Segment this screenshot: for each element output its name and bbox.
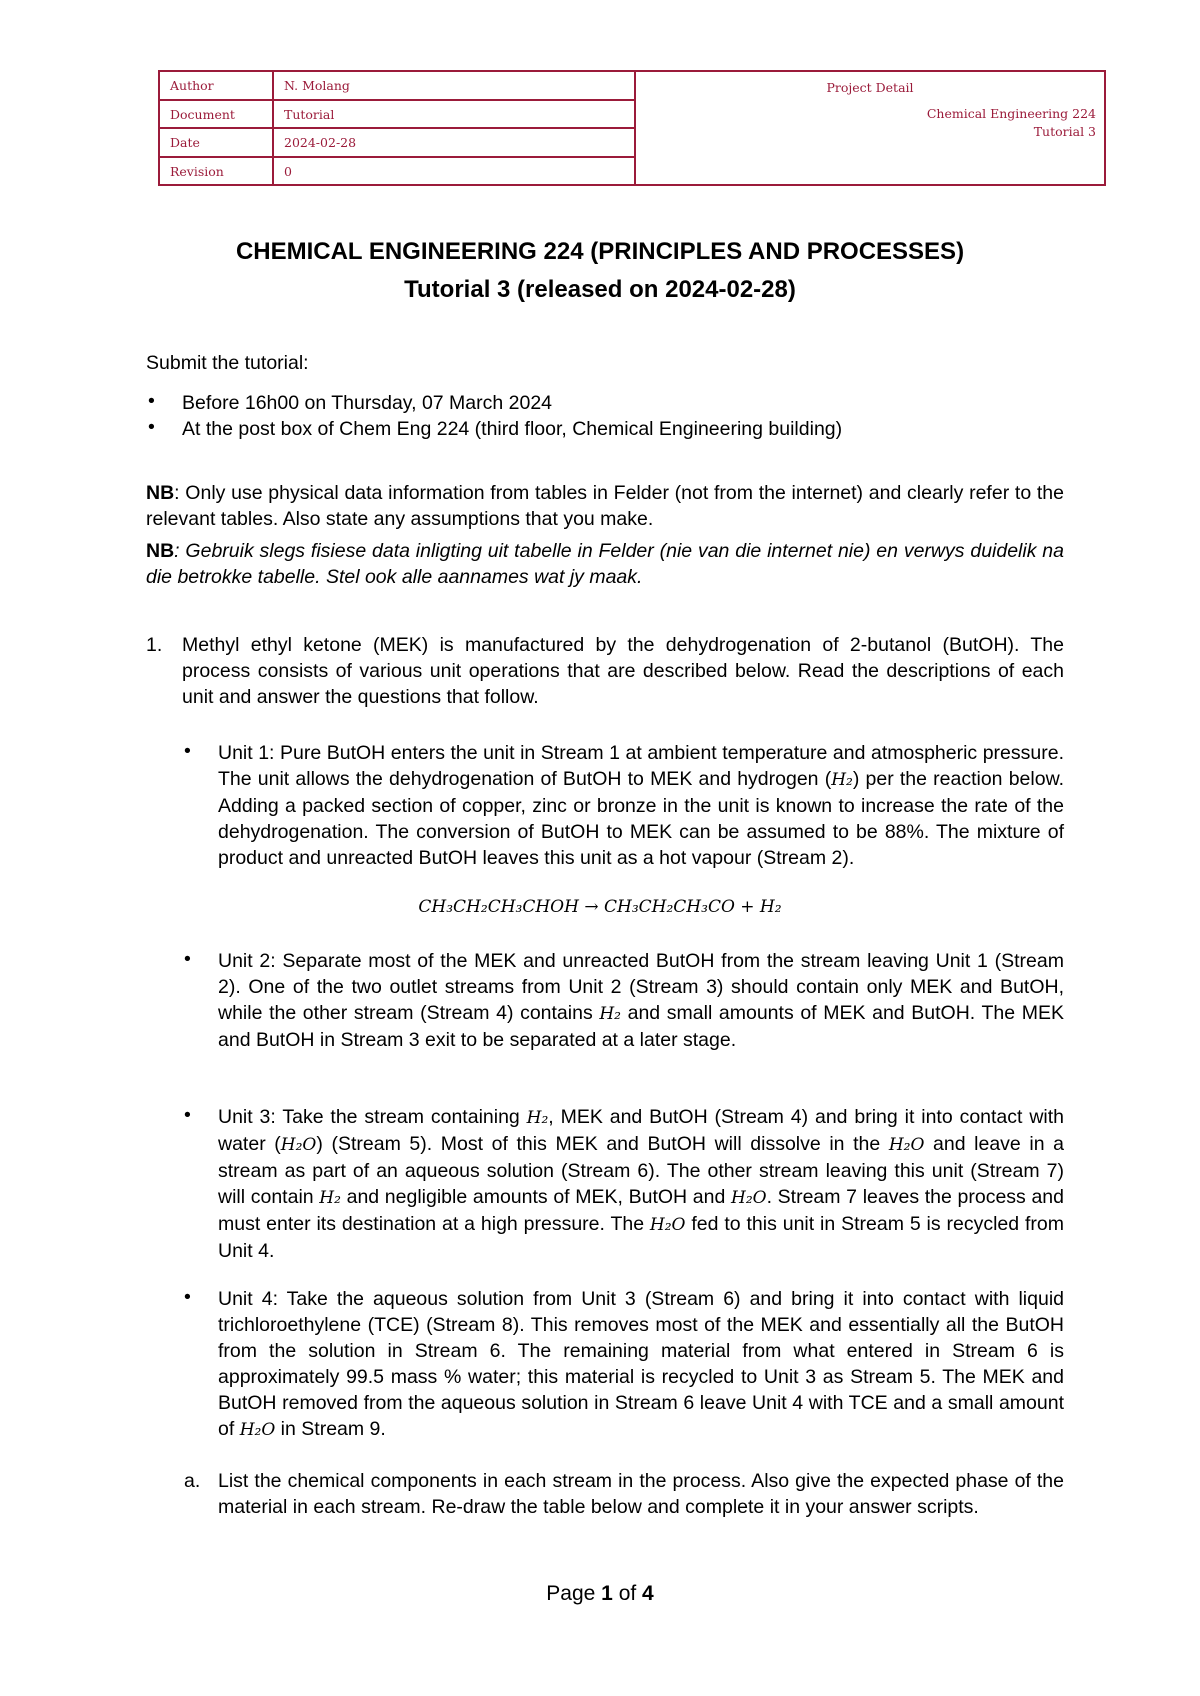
formula-h2: H₂: [599, 1004, 621, 1024]
bullet-icon: •: [184, 1104, 191, 1126]
nb-note-afrikaans: [146, 538, 1064, 590]
project-detail-title: Project Detail: [826, 80, 914, 95]
header-row-revision: [160, 158, 634, 185]
header-label: Revision: [160, 158, 274, 185]
submit-heading: Submit the tutorial:: [146, 352, 309, 374]
submit-item: At the post box of Chem Eng 224 (third floor, Chemical Engineering building): [182, 418, 843, 440]
header-value: N. Molang: [284, 78, 350, 93]
bullet-icon: •: [148, 416, 155, 438]
text-span: , MEK and ButOH (Stream 4) and bring it into contact with water (: [218, 1106, 1065, 1155]
text-span: ) (Stream 5). Most of this MEK and ButOH will dissolve in the: [316, 1133, 889, 1155]
text-span: Unit 3: Take the stream containing: [218, 1106, 527, 1128]
text-span: fed to this unit in Stream 5 is recycled from Unit 4.: [218, 1213, 1064, 1262]
header-row-author: [160, 72, 634, 101]
header-project-detail: [636, 72, 1104, 184]
formula-h2: H₂: [526, 1108, 549, 1128]
formula-h2o: H₂O: [239, 1420, 276, 1440]
nb-label: NB: [146, 482, 175, 504]
text-span: Unit 2: Separate most of the MEK and unreacted ButOH from the stream leaving Unit 1 (Stream 2). One of the two outlet streams from Unit 2 (Stream 3) should contain only MEK and ButOH, while the other stream (Stream 4) contains: [218, 950, 1064, 1024]
text-span: Unit 1: Pure ButOH enters the unit in Stream 1 at ambient temperature and atmospheric pressure. The unit allows the dehydrogenation of ButOH to MEK and hydrogen (: [218, 742, 1064, 790]
document-header-table: [158, 70, 1106, 186]
formula-h2: H₂: [831, 770, 853, 790]
header-label: Date: [160, 129, 274, 156]
project-course: Chemical Engineering 224: [926, 106, 1096, 121]
formula-h2o: H₂O: [888, 1135, 925, 1155]
text-span: Unit 4: Take the aqueous solution from Unit 3 (Stream 6) and bring it into contact with liquid trichloroethylene (TCE) (Stream 8). This removes most of the MEK and essentially all the ButOH from the solution in Stream 6. The remaining material from what entered in Stream 6 is approximately 99.5 mass % water; this material is recycled to Unit 3 as Stream 5. The MEK and ButOH removed from the aqueous solution in Stream 6 leave Unit 4 with TCE and a small amount of: [218, 1288, 1064, 1440]
header-value: 2024-02-28: [284, 135, 357, 150]
page-footer: [0, 1582, 1200, 1606]
header-label: Author: [160, 72, 274, 99]
footer-page-word: Page: [546, 1582, 596, 1605]
formula-h2o: H₂O: [280, 1135, 317, 1155]
page-title: CHEMICAL ENGINEERING 224 (PRINCIPLES AND PROCESSES): [235, 238, 965, 265]
bullet-icon: •: [184, 740, 191, 762]
text-span: in Stream 9.: [275, 1418, 386, 1440]
nb-label: NB: [146, 540, 175, 562]
header-label: Document: [160, 101, 274, 128]
question-number: 1.: [146, 634, 163, 656]
header-info-column: [160, 72, 636, 184]
unit4-description: [218, 1286, 1064, 1443]
formula-h2: H₂: [319, 1188, 341, 1208]
reaction-equation: CH₃CH₂CH₃CHOH → CH₃CH₂CH₃CO + H₂: [418, 897, 782, 917]
text-span: . Stream 7 leaves the process and must enter its destination at a high pressure. The: [218, 1186, 1064, 1235]
header-row-document: [160, 101, 634, 130]
footer-page-number: 1: [601, 1582, 613, 1605]
bullet-icon: •: [148, 390, 155, 412]
footer-page-total: 4: [642, 1582, 654, 1605]
submit-item: Before 16h00 on Thursday, 07 March 2024: [182, 392, 553, 414]
text-span: ) per the reaction below. Adding a packed section of copper, zinc or bronze in the unit is known to increase the rate of the dehydrogenation. The conversion of ButOH to MEK can be assumed to be 88%. The mixture of product and unreacted ButOH leaves this unit as a hot vapour (Stream 2).: [218, 768, 1064, 869]
unit3-description: [218, 1104, 1064, 1264]
text-span: and small amounts of MEK and ButOH. The MEK and ButOH in Stream 3 exit to be separated at a later stage.: [218, 1002, 1064, 1051]
unit1-description: [218, 740, 1064, 871]
question-intro: Methyl ethyl ketone (MEK) is manufactured by the dehydrogenation of 2-butanol (ButOH). The process consists of various unit operations that are described below. Read the descriptions of each unit and answer the questions that follow.: [182, 634, 1064, 708]
part-a-label: a.: [184, 1470, 201, 1492]
unit2-description: [218, 948, 1064, 1053]
nb-note-english: [146, 480, 1064, 532]
page-subtitle: Tutorial 3 (released on 2024-02-28): [404, 276, 796, 303]
formula-h2o: H₂O: [649, 1215, 686, 1235]
nb-text: : Only use physical data information from tables in Felder (not from the internet) and clearly refer to the relevant tables. Also state any assumptions that you make.: [146, 482, 1064, 530]
header-value: 0: [284, 163, 292, 179]
header-value: Tutorial: [284, 106, 335, 122]
nb-text: : Gebruik slegs fisiese data inligting uit tabelle in Felder (nie van die internet nie) en verwys duidelik na die betrokke tabelle. Stel ook alle aannames wat jy maak.: [146, 540, 1064, 588]
text-span: and negligible amounts of MEK, ButOH and: [340, 1186, 731, 1208]
bullet-icon: •: [184, 948, 191, 970]
bullet-icon: •: [184, 1286, 191, 1308]
footer-of-word: of: [618, 1582, 637, 1605]
header-row-date: [160, 129, 634, 158]
part-a-text: List the chemical components in each stream in the process. Also give the expected phase of the material in each stream. Re-draw the table below and complete it in your answer scripts.: [218, 1470, 1064, 1518]
text-span: and leave in a stream as part of an aqueous solution (Stream 6). The other stream leaving this unit (Stream 7) will contain: [218, 1133, 1064, 1208]
formula-h2o: H₂O: [731, 1188, 767, 1208]
project-tutorial: Tutorial 3: [1033, 124, 1096, 139]
